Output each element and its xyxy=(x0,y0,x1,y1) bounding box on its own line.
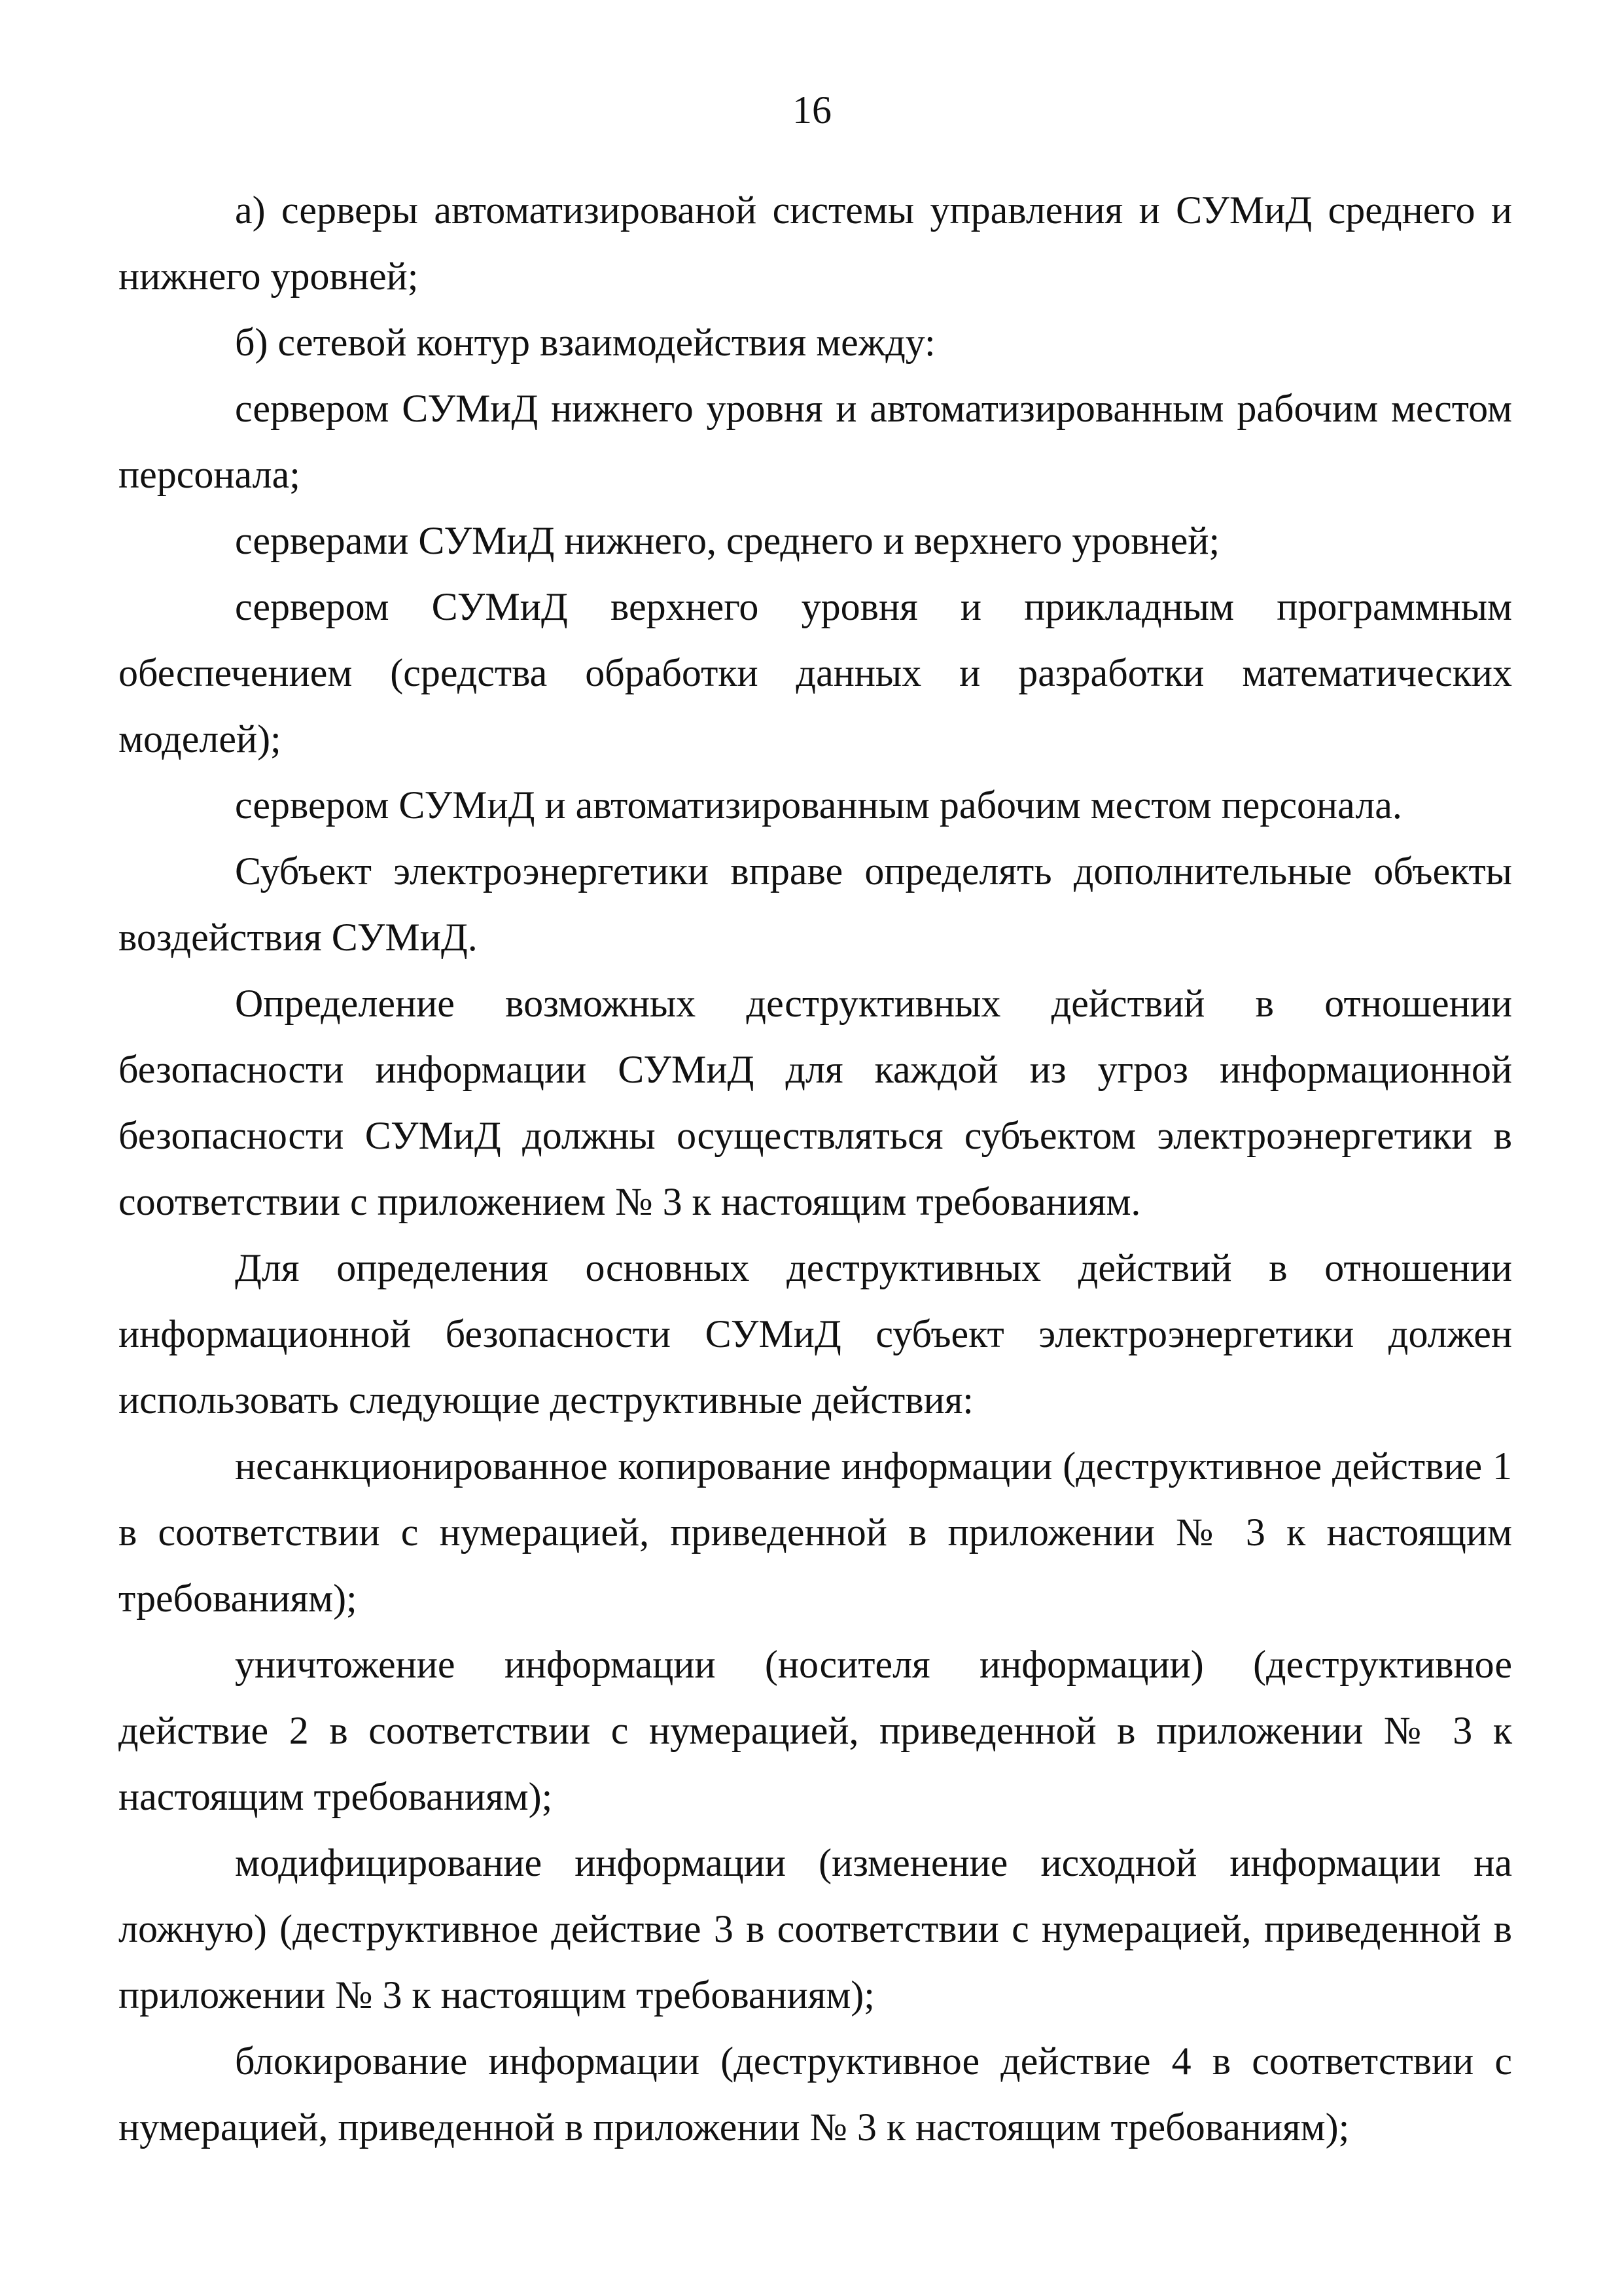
paragraph-lower-server-workstation: сервером СУМиД нижнего уровня и автоматизированным рабочим местом персонала; xyxy=(118,387,1512,496)
list-item-modification: модифицирование информации (изменение исходной информации на ложную) (деструктивное действие 3 в соответствии с нумерацией, приведенной в приложении № 3 к настоящим требованиям); xyxy=(118,1841,1512,2017)
list-item-destruction: уничтожение информации (носителя информации) (деструктивное действие 2 в соответствии с нумерацией, приведенной в приложении № 3 к настоящим требованиям); xyxy=(118,1643,1512,1818)
list-item-blocking: блокирование информации (деструктивное действие 4 в соответствии с нумерацией, приведенной в приложении № 3 к настоящим требованиям); xyxy=(118,2039,1512,2149)
paragraph-additional-objects: Субъект электроэнергетики вправе определять дополнительные объекты воздействия СУМиД. xyxy=(118,850,1512,959)
paragraph-destructive-actions-list-intro: Для определения основных деструктивных действий в отношении информационной безопасности СУМиД субъект электроэнергетики должен использовать следующие деструктивные действия: xyxy=(118,1246,1512,1422)
paragraph-servers-levels: серверами СУМиД нижнего, среднего и верхнего уровней; xyxy=(235,519,1220,562)
paragraph-network-contour: б) сетевой контур взаимодействия между: xyxy=(235,321,936,364)
paragraph-server-workstation: сервером СУМиД и автоматизированным рабочим местом персонала. xyxy=(235,783,1402,827)
paragraph-upper-server-software: сервером СУМиД верхнего уровня и прикладным программным обеспечением (средства обработки данных и разработки математических моделей); xyxy=(118,585,1512,761)
paragraph-destructive-actions-definition: Определение возможных деструктивных действий в отношении безопасности информации СУМиД для каждой из угроз информационной безопасности СУМиД должны осуществляться субъектом электроэнергетики в соответствии с приложением № 3 к настоящим требованиям. xyxy=(118,982,1512,1223)
paragraph-servers: а) серверы автоматизированой системы управления и СУМиД среднего и нижнего уровней; xyxy=(118,188,1512,298)
document-body xyxy=(118,177,1512,2161)
page-number: 16 xyxy=(792,88,832,132)
list-item-unauthorized-copying: несанкционированное копирование информации (деструктивное действие 1 в соответствии с нумерацией, приведенной в приложении № 3 к настоящим требованиям); xyxy=(118,1444,1512,1620)
